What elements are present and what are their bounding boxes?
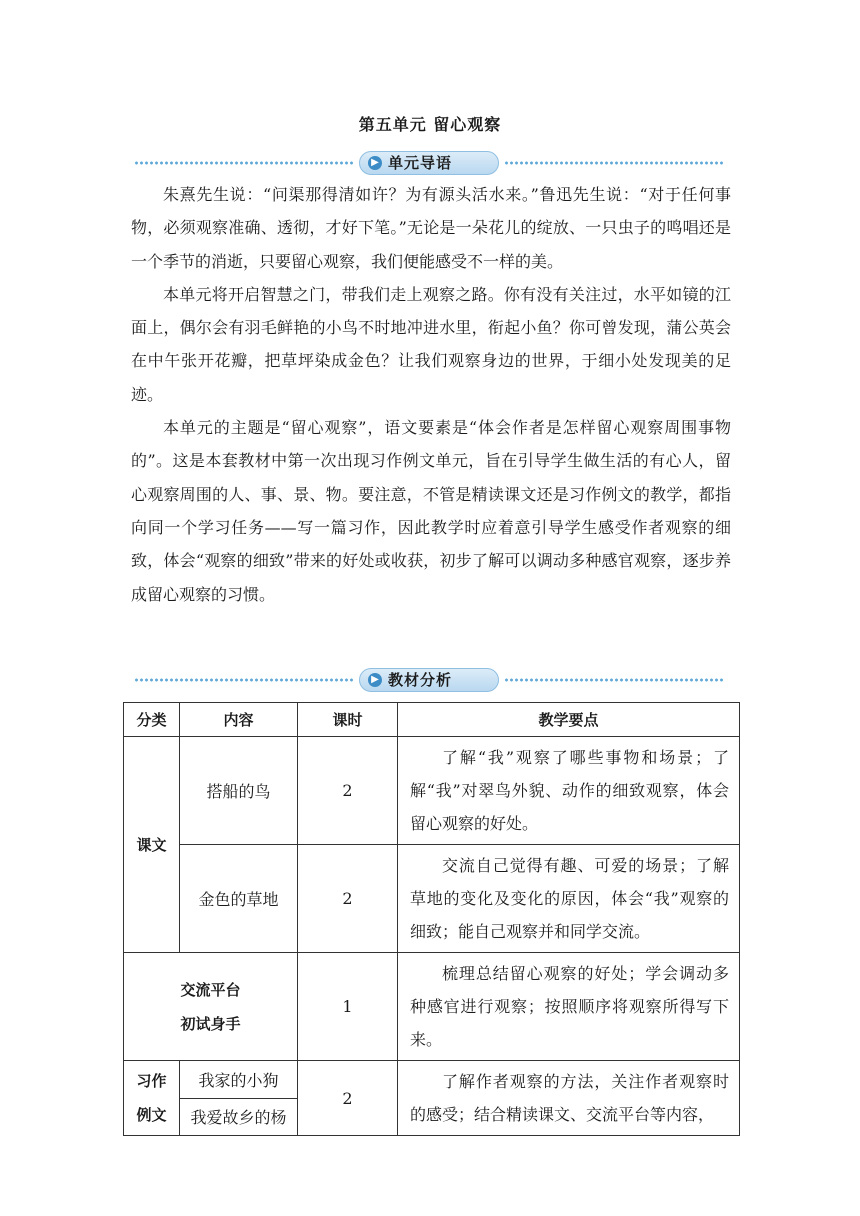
hours-cell: 2 <box>298 1061 398 1136</box>
intro-paragraph: 本单元的主题是“留心观察”，语文要素是“体会作者是怎样留心观察周围事物的”。这是本套教材中第一次出现习作例文单元，旨在引导学生做生活的有心人，留心观察周围的人、事、景、物。要注意，不管是精读课文还是习作例文的教学，都指向同一个学习任务——写一篇习作，因此教学时应着意引导学生感受作者观察的细致，体会“观察的细致”带来的好处或收获，初步了解可以调动多种感官观察，逐步养成留心观察的习惯。 <box>131 418 731 604</box>
section-heading: 教材分析 <box>388 671 453 689</box>
category-line: 初试身手 <box>180 1014 241 1033</box>
teaching-point-text: 交流自己觉得有趣、可爱的场景；了解草地的变化及变化的原因，体会“我”观察的细致；能自己观察并和同学交流。 <box>410 856 729 941</box>
teaching-point-cell <box>398 1061 740 1136</box>
dotted-divider <box>134 678 354 682</box>
unit-introduction <box>131 178 731 611</box>
category-cell <box>124 1061 180 1136</box>
teaching-point-text: 梳理总结留心观察的好处；学会调动多种感官进行观察；按照顺序将观察所得写下来。 <box>410 964 729 1049</box>
materials-table <box>123 702 740 1136</box>
table-header-row <box>124 703 740 737</box>
section-heading: 单元导语 <box>388 154 453 172</box>
category-line: 例文 <box>136 1106 167 1124</box>
teaching-point-cell <box>398 845 740 953</box>
teaching-point-cell <box>398 737 740 845</box>
category-line: 交流平台 <box>180 980 241 999</box>
section-pill <box>359 151 499 175</box>
category-line: 习作 <box>136 1072 167 1090</box>
hours-cell: 1 <box>298 953 398 1061</box>
category-cell: 课文 <box>124 737 180 953</box>
content-cell: 金色的草地 <box>180 845 298 953</box>
intro-paragraph: 本单元将开启智慧之门，带我们走上观察之路。你有没有关注过，水平如镜的江面上，偶尔会有羽毛鲜艳的小鸟不时地冲进水里，衔起小鱼？你可曾发现，蒲公英会在中午张开花瓣，把草坪染成金色？让我们观察身边的世界，于细小处发现美的足迹。 <box>131 284 731 404</box>
section-pill <box>359 668 499 692</box>
column-header: 分类 <box>124 703 180 737</box>
section-banner-intro <box>134 151 724 175</box>
play-arrow-icon: ▶ <box>368 673 382 687</box>
teaching-point-text: 了解作者观察的方法，关注作者观察时的感受；结合精读课文、交流平台等内容， <box>410 1072 729 1124</box>
section-banner-analysis <box>134 668 724 692</box>
table-row <box>124 845 740 953</box>
teaching-point-text: 了解“我”观察了哪些事物和场景；了解“我”对翠鸟外貌、动作的细致观察，体会留心观察的好处。 <box>410 748 729 833</box>
hours-cell: 2 <box>298 737 398 845</box>
column-header: 课时 <box>298 703 398 737</box>
table-row <box>124 1061 740 1099</box>
dotted-divider <box>504 678 724 682</box>
intro-paragraph: 朱熹先生说：“问渠那得清如许？为有源头活水来。”鲁迅先生说：“对于任何事物，必须观察准确、透彻，才好下笔。”无论是一朵花儿的绽放、一只虫子的鸣唱还是一个季节的消逝，只要留心观察，我们便能感受不一样的美。 <box>131 185 731 271</box>
page-title: 第五单元 留心观察 <box>358 115 502 134</box>
dotted-divider <box>504 161 724 165</box>
column-header: 内容 <box>180 703 298 737</box>
play-arrow-icon: ▶ <box>368 156 382 170</box>
category-cell <box>124 953 298 1061</box>
column-header: 教学要点 <box>398 703 740 737</box>
content-cell: 搭船的鸟 <box>180 737 298 845</box>
content-cell: 我家的小狗 <box>180 1061 298 1099</box>
table-row <box>124 737 740 845</box>
dotted-divider <box>134 161 354 165</box>
hours-cell: 2 <box>298 845 398 953</box>
teaching-point-cell <box>398 953 740 1061</box>
table-row <box>124 953 740 1061</box>
content-cell: 我爱故乡的杨 <box>180 1098 298 1136</box>
